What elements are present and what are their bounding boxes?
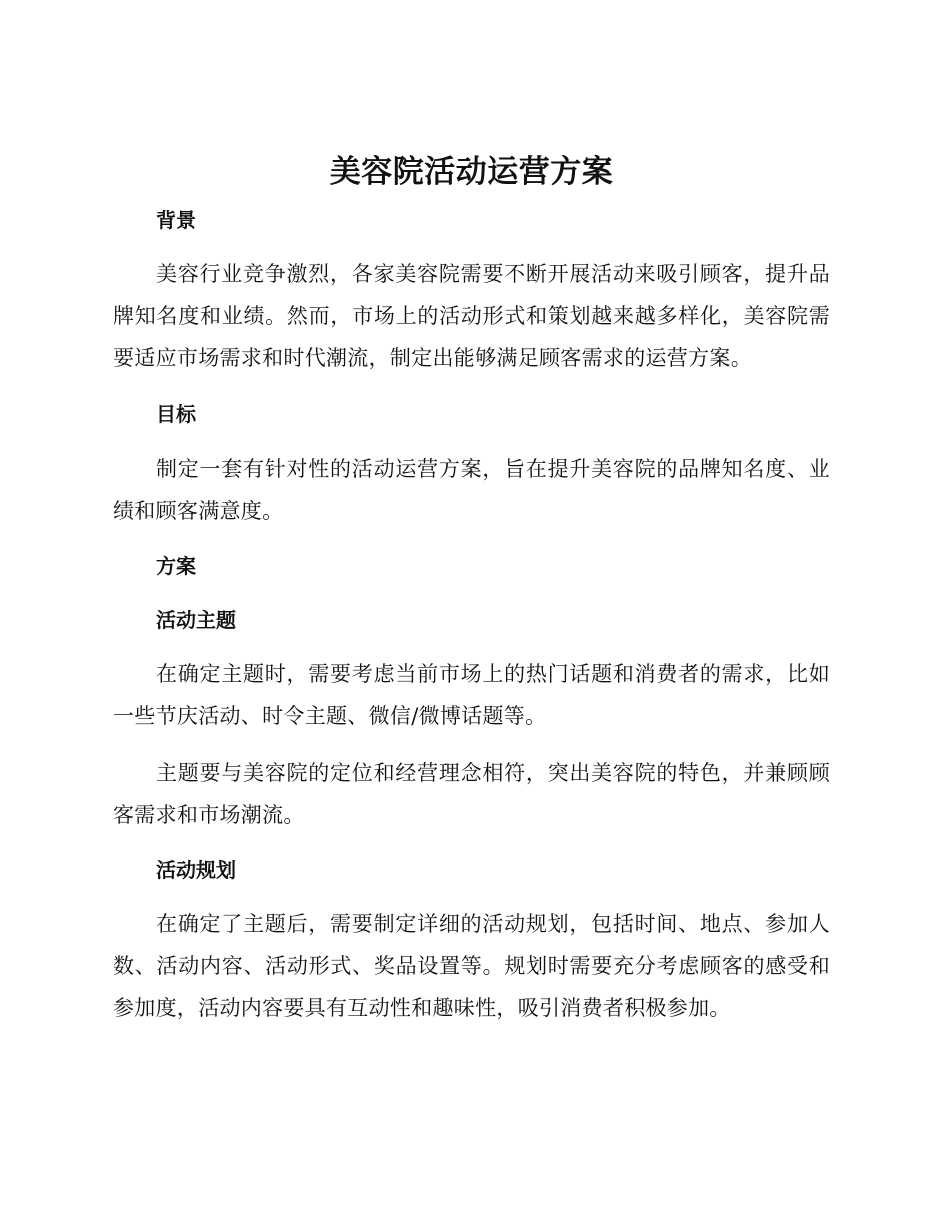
heading-background: 背景 <box>156 208 196 232</box>
heading-planning: 活动规划 <box>156 858 236 882</box>
heading-theme: 活动主题 <box>156 608 236 632</box>
paragraph-planning: 在确定了主题后，需要制定详细的活动规划，包括时间、地点、参加人数、活动内容、活动形式、奖品设置等。规划时需要充分考虑顾客的感受和参加度，活动内容要具有互动性和趣味性，吸引消费者积极参加。 <box>113 912 830 1020</box>
heading-plan: 方案 <box>156 554 196 578</box>
paragraph-theme-1: 在确定主题时，需要考虑当前市场上的热门话题和消费者的需求，比如一些节庆活动、时令主题、微信/微博话题等。 <box>113 662 830 728</box>
paragraph-theme-2: 主题要与美容院的定位和经营理念相符，突出美容院的特色，并兼顾顾客需求和市场潮流。 <box>113 761 830 827</box>
document-title: 美容院活动运营方案 <box>329 154 614 190</box>
heading-goal: 目标 <box>156 402 196 426</box>
paragraph-background: 美容行业竞争激烈，各家美容院需要不断开展活动来吸引顾客，提升品牌知名度和业绩。然而，市场上的活动形式和策划越来越多样化，美容院需要适应市场需求和时代潮流，制定出能够满足顾客需求的运营方案。 <box>113 262 830 370</box>
paragraph-goal: 制定一套有针对性的活动运营方案，旨在提升美容院的品牌知名度、业绩和顾客满意度。 <box>113 457 830 523</box>
